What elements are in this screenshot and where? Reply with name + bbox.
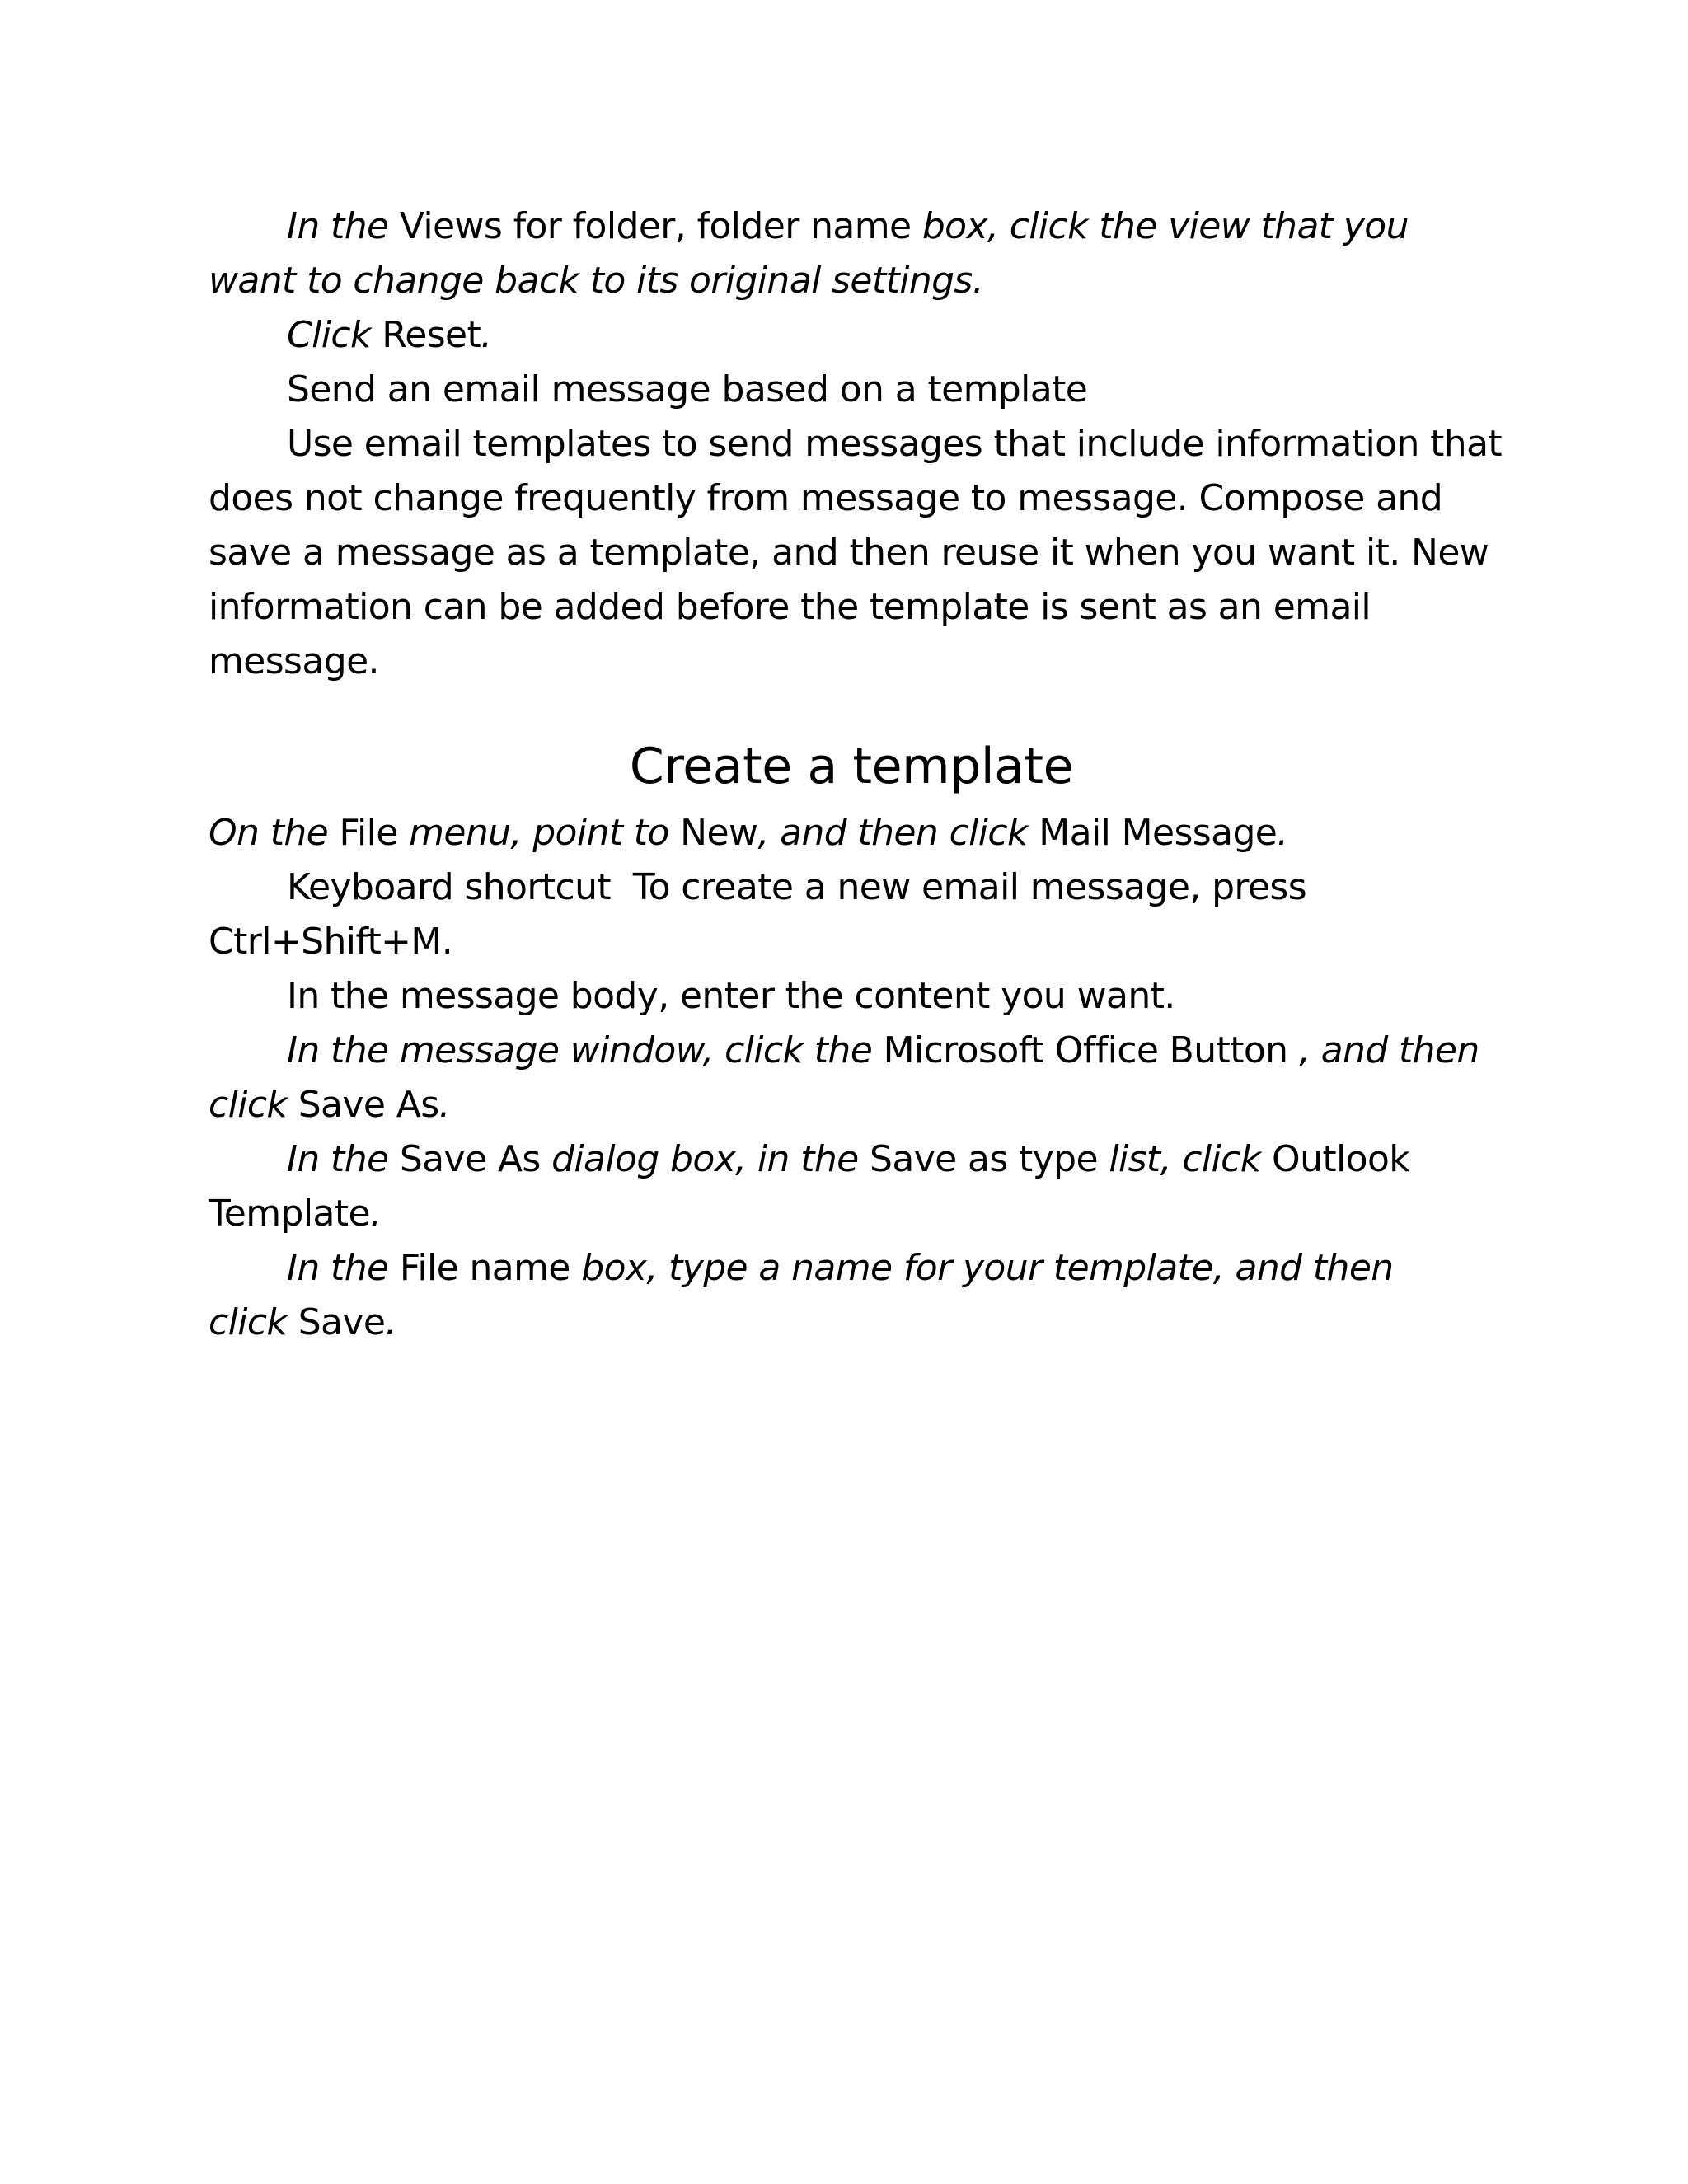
text-line — [209, 1187, 1494, 1241]
italic-text: , and then — [1298, 1029, 1479, 1071]
text-line: Keyboard shortcut To create a new email message, press — [287, 866, 1307, 908]
text-line — [209, 1296, 1494, 1350]
italic-text: . — [438, 1084, 450, 1126]
text-line: information can be added before the template is sent as an email — [209, 586, 1372, 628]
text-line: Ctrl+Shift+M. — [209, 921, 453, 963]
ui-term-save: Save — [287, 1301, 386, 1343]
italic-text: In the — [287, 1138, 389, 1180]
italic-text: click — [209, 1301, 288, 1343]
italic-text: . — [1277, 812, 1288, 854]
step-enter-content: In the message body, enter the content you want. — [287, 975, 1175, 1017]
italic-text: . — [385, 1301, 396, 1343]
text-line — [209, 1078, 1494, 1132]
section-subtitle: Send an email message based on a template — [287, 368, 1088, 410]
italic-text: box, type a name for your template, and then — [581, 1247, 1394, 1289]
step-file-new-mail — [209, 806, 1494, 860]
ui-term-mail-message: Mail Message — [1027, 812, 1278, 854]
italic-text: . — [481, 314, 492, 356]
text-line — [209, 1241, 1494, 1296]
text-line: save a message as a template, and then reuse it when you want it. New — [209, 532, 1489, 574]
ui-term-save-as-type: Save as type — [858, 1138, 1109, 1180]
italic-text: In the — [287, 1247, 389, 1289]
views-reset-instruction — [209, 199, 1494, 308]
text-line — [209, 1024, 1494, 1078]
text-line: does not change frequently from message to message. Compose and — [209, 477, 1443, 519]
ui-term-file: File — [328, 812, 410, 854]
text-line — [209, 199, 1494, 254]
keyboard-shortcut-note — [209, 860, 1494, 969]
step-name-and-save — [209, 1241, 1494, 1350]
italic-text: Click — [287, 314, 371, 356]
italic-text: On the — [209, 812, 329, 854]
italic-text: dialog box, in the — [551, 1138, 859, 1180]
italic-text: In the — [287, 205, 389, 247]
italic-text: box, click the view that you — [921, 205, 1409, 247]
ui-term-outlook: Outlook — [1260, 1138, 1410, 1180]
ui-term-views-for-folder: Views for folder, folder name — [388, 205, 922, 247]
ui-term-new: New — [668, 812, 758, 854]
step-choose-type — [209, 1132, 1494, 1241]
italic-text: list, click — [1109, 1138, 1261, 1180]
ui-term-reset: Reset — [370, 314, 481, 356]
templates-description — [209, 417, 1503, 689]
text-line: Use email templates to send messages that include information that — [287, 423, 1503, 465]
text-line — [209, 1132, 1494, 1187]
click-reset-instruction — [209, 308, 1494, 363]
italic-text: click — [209, 1084, 288, 1126]
ui-term-office-button: Microsoft Office Button — [872, 1029, 1299, 1071]
step-save-as — [209, 1024, 1494, 1132]
text-line — [209, 254, 1494, 308]
italic-text: menu, point to — [409, 812, 669, 854]
italic-text: . — [369, 1193, 382, 1235]
text-line: message. — [209, 640, 379, 682]
ui-term-save-as: Save As — [287, 1084, 439, 1126]
page-heading: Create a template — [629, 738, 1074, 795]
ui-term-save-as: Save As — [388, 1138, 552, 1180]
italic-text: want to change back to its original settings. — [209, 260, 984, 302]
ui-term-file-name: File name — [388, 1247, 582, 1289]
italic-text: , and then click — [757, 812, 1028, 854]
italic-text: In the message window, click the — [287, 1029, 873, 1071]
document-body — [209, 199, 1503, 1350]
ui-term-template: Template — [209, 1193, 370, 1235]
